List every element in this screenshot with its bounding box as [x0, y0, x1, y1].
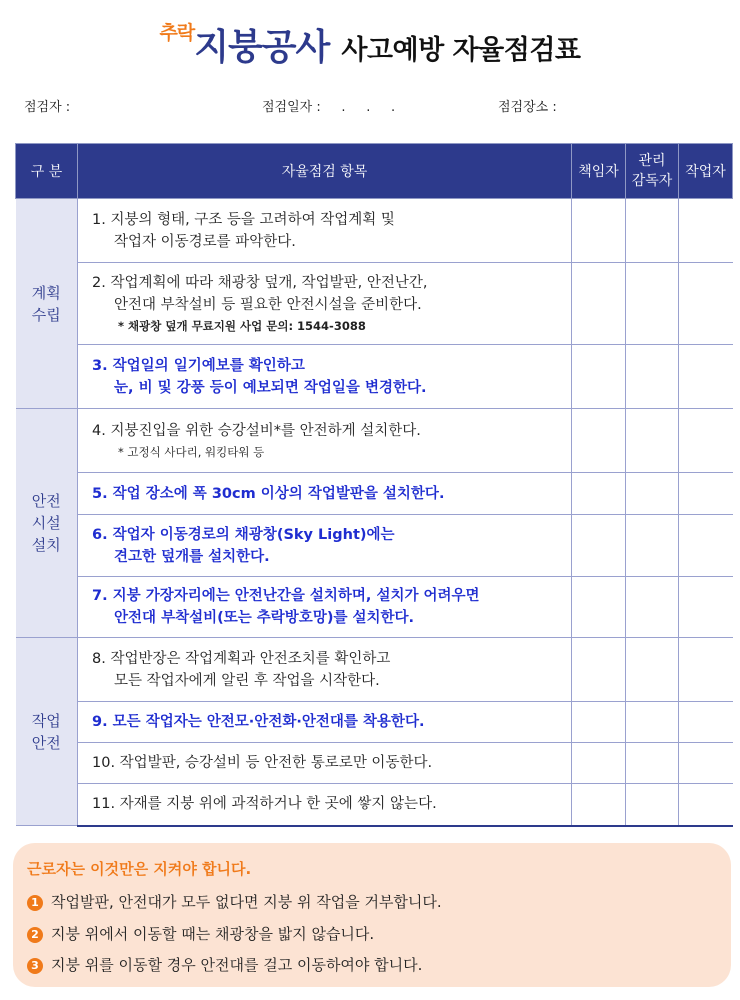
- check-cell-worker[interactable]: [679, 473, 733, 515]
- check-cell-supervisor[interactable]: [626, 473, 679, 515]
- check-cell-responsible[interactable]: [572, 784, 626, 826]
- check-cell-supervisor[interactable]: [626, 784, 679, 826]
- table-row: [16, 784, 733, 826]
- header-supervisor: 관리 감독자: [626, 144, 679, 199]
- table-row: [16, 577, 733, 638]
- check-cell-supervisor[interactable]: [626, 263, 679, 345]
- table-row: [16, 638, 733, 702]
- table-row: [16, 515, 733, 577]
- check-cell-worker[interactable]: [679, 577, 733, 638]
- number-badge-icon: 1: [27, 895, 43, 911]
- check-cell-supervisor[interactable]: [626, 409, 679, 473]
- check-cell-responsible[interactable]: [572, 345, 626, 409]
- worker-notice-box: [13, 843, 731, 987]
- inspector-field: 점검자 :: [24, 100, 71, 115]
- check-cell-supervisor[interactable]: [626, 577, 679, 638]
- check-cell-worker[interactable]: [679, 743, 733, 784]
- checklist-table: [15, 143, 733, 827]
- check-cell-responsible[interactable]: [572, 743, 626, 784]
- check-cell-worker[interactable]: [679, 784, 733, 826]
- check-item-10: 10. 작업발판, 승강설비 등 안전한 통로로만 이동한다.: [78, 743, 572, 784]
- check-item-4-note: * 고정식 사다리, 워킹타워 등: [118, 444, 265, 459]
- check-cell-worker[interactable]: [679, 199, 733, 263]
- table-row: [16, 345, 733, 409]
- check-cell-supervisor[interactable]: [626, 199, 679, 263]
- header-worker: 작업자: [679, 144, 733, 199]
- check-cell-responsible[interactable]: [572, 199, 626, 263]
- check-cell-responsible[interactable]: [572, 409, 626, 473]
- check-item-4: 4. 지붕진입을 위한 승강설비*를 안전하게 설치한다. * 고정식 사다리, 워킹타워 등: [78, 409, 572, 473]
- header-responsible: 책임자: [572, 144, 626, 199]
- check-item-8: 8. 작업반장은 작업계획과 안전조치를 확인하고 모든 작업자에게 알린 후 작업을 시작한다.: [78, 638, 572, 702]
- check-cell-worker[interactable]: [679, 638, 733, 702]
- check-item-6: 6. 작업자 이동경로의 채광창(Sky Light)에는 견고한 덮개를 설치한다.: [78, 515, 572, 577]
- date-field: 점검일자 : . . .: [262, 100, 396, 115]
- table-row: [16, 199, 733, 263]
- check-item-3: 3. 작업일의 일기예보를 확인하고 눈, 비 및 강풍 등이 예보되면 작업일을 변경한다.: [78, 345, 572, 409]
- check-item-7: 7. 지붕 가장자리에는 안전난간을 설치하며, 설치가 어려우면 안전대 부착설비(또는 추락방호망)를 설치한다.: [78, 577, 572, 638]
- table-row: [16, 263, 733, 345]
- check-cell-worker[interactable]: [679, 702, 733, 743]
- check-item-1: 1. 지붕의 형태, 구조 등을 고려하여 작업계획 및 작업자 이동경로를 파악한다.: [78, 199, 572, 263]
- check-cell-worker[interactable]: [679, 515, 733, 577]
- check-cell-supervisor[interactable]: [626, 345, 679, 409]
- notice-item: 1 작업발판, 안전대가 모두 없다면 지붕 위 작업을 거부합니다.: [27, 891, 442, 912]
- header-item: 자율점검 항목: [78, 144, 572, 199]
- check-cell-supervisor[interactable]: [626, 515, 679, 577]
- check-cell-responsible[interactable]: [572, 515, 626, 577]
- place-field: 점검장소 :: [498, 100, 557, 115]
- table-row: [16, 743, 733, 784]
- notice-item: 2 지붕 위에서 이동할 때는 채광창을 밟지 않습니다.: [27, 923, 374, 944]
- check-item-11: 11. 자재를 지붕 위에 과적하거나 한 곳에 쌓지 않는다.: [78, 784, 572, 826]
- table-row: [16, 473, 733, 515]
- check-cell-supervisor[interactable]: [626, 638, 679, 702]
- table-header-row: [16, 144, 733, 199]
- check-item-2: 2. 작업계획에 따라 채광창 덮개, 작업발판, 안전난간, 안전대 부착설비 등 필요한 안전시설을 준비한다. * 채광창 덮개 무료지원 사업 문의: 1544-3088: [78, 263, 572, 345]
- notice-item: 3 지붕 위를 이동할 경우 안전대를 걸고 이동하여야 합니다.: [27, 954, 422, 975]
- check-cell-worker[interactable]: [679, 409, 733, 473]
- category-safety-facilities: 안전 시설 설치: [16, 409, 78, 638]
- check-item-2-note: * 채광창 덮개 무료지원 사업 문의: 1544-3088: [118, 318, 366, 333]
- check-cell-responsible[interactable]: [572, 638, 626, 702]
- table-row: [16, 702, 733, 743]
- category-work-safety: 작업 안전: [16, 638, 78, 826]
- check-item-9: 9. 모든 작업자는 안전모·안전화·안전대를 착용한다.: [78, 702, 572, 743]
- number-badge-icon: 3: [27, 958, 43, 974]
- check-cell-responsible[interactable]: [572, 473, 626, 515]
- title-rest: 사고예방 자율점검표: [341, 35, 581, 66]
- title-main: 지붕공사: [194, 27, 330, 68]
- number-badge-icon: 2: [27, 927, 43, 943]
- check-cell-worker[interactable]: [679, 263, 733, 345]
- table-row: [16, 409, 733, 473]
- check-cell-responsible[interactable]: [572, 577, 626, 638]
- check-cell-supervisor[interactable]: [626, 702, 679, 743]
- check-cell-worker[interactable]: [679, 345, 733, 409]
- document-title: [0, 18, 740, 70]
- check-cell-responsible[interactable]: [572, 702, 626, 743]
- notice-heading: 근로자는 이것만은 지켜야 합니다.: [27, 860, 252, 878]
- title-prefix: 추락: [159, 22, 195, 44]
- check-item-5: 5. 작업 장소에 폭 30cm 이상의 작업발판을 설치한다.: [78, 473, 572, 515]
- category-planning: 계획 수립: [16, 199, 78, 409]
- check-cell-supervisor[interactable]: [626, 743, 679, 784]
- check-cell-responsible[interactable]: [572, 263, 626, 345]
- header-category: 구 분: [16, 144, 78, 199]
